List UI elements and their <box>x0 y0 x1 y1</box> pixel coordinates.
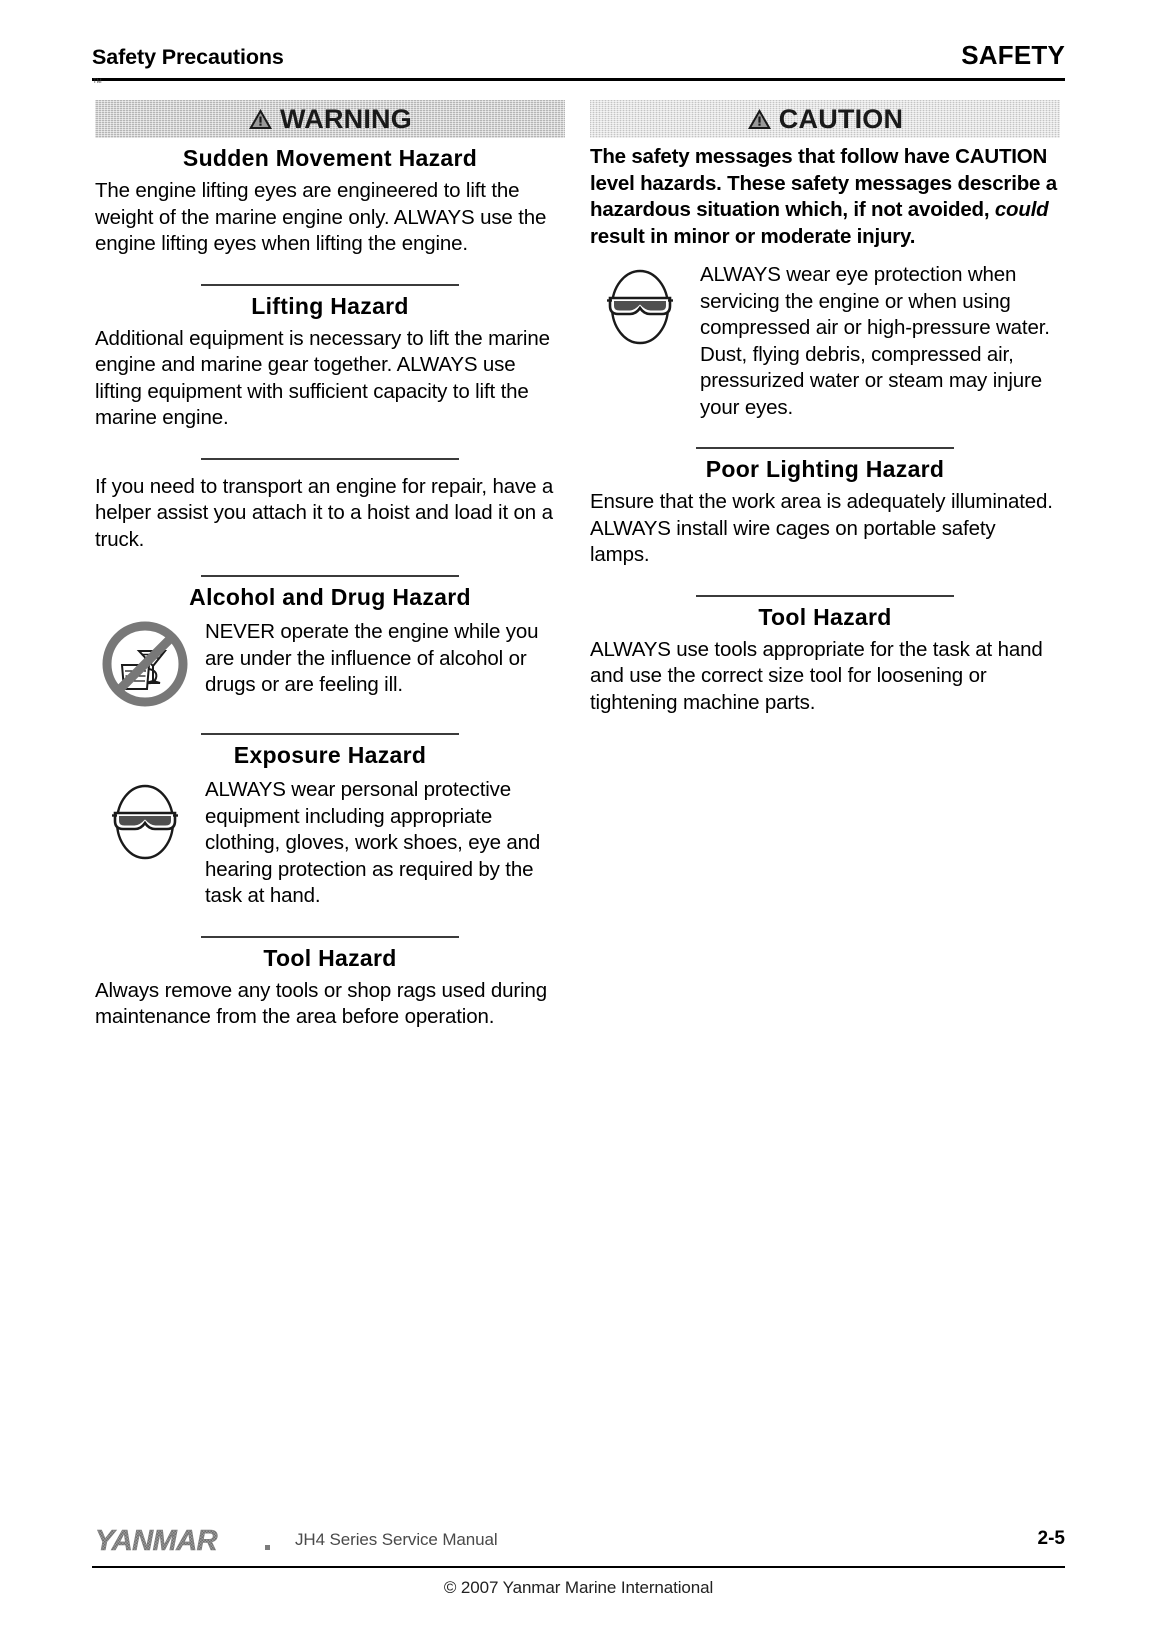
icon-slot <box>95 775 195 865</box>
tool-hazard-left-body: Always remove any tools or shop rags used during maintenance from the area before operation. <box>95 978 548 1028</box>
icon-slot <box>95 617 195 707</box>
exposure-hazard-body: ALWAYS wear personal protective equipment including appropriate clothing, gloves, work shoes, eye and hearing protection as required by the task at hand. <box>205 778 541 907</box>
lifting-hazard-body: Additional equipment is necessary to lift the marine engine and marine gear together. ALWAYS use lifting equipment with sufficient capacity to lift the marine engine. <box>95 326 550 429</box>
spacer <box>95 460 565 474</box>
sudden-movement-hazard-body: The engine lifting eyes are engineered to lift the weight of the marine engine only. ALWAYS use the engine lifting eyes when lifting the engine. <box>95 179 547 255</box>
safety-goggles-icon <box>105 779 185 865</box>
svg-text:YANMAR: YANMAR <box>95 1525 218 1557</box>
eye-protection-caution-row <box>590 260 1060 421</box>
header-section-label: Safety Precautions <box>92 45 284 69</box>
trademark-mark: TM <box>93 79 102 85</box>
exposure-hazard-title: Exposure Hazard <box>233 742 427 768</box>
tool-hazard-right-body: ALWAYS use tools appropriate for the task at hand and use the correct size tool for loosening or tightening machine parts. <box>590 637 1043 714</box>
caution-intro-text-before: The safety messages that follow have CAUTION level hazards. These safety messages describe a hazardous situation which, if not avoided, <box>590 145 1057 221</box>
footer-manual-title: JH4 Series Service Manual <box>295 1530 498 1549</box>
eye-protection-caution-body: ALWAYS wear eye protection when servicing the engine or when using compressed air or high-pressure water. Dust, flying debris, compressed air, pressurized water or steam may injure your eyes. <box>700 263 1050 419</box>
lifting-hazard-transport-body: If you need to transport an engine for repair, have a helper assist you attach it to a hoist and load it on a truck. <box>95 474 554 551</box>
warning-triangle-icon <box>248 108 273 130</box>
poor-lighting-hazard-body: Ensure that the work area is adequately illuminated. ALWAYS install wire cages on portable safety lamps. <box>590 490 1053 566</box>
header-divider-rule <box>92 78 1065 81</box>
icon-text-block <box>205 617 565 699</box>
caution-banner <box>590 100 1060 138</box>
poor-lighting-hazard-title: Poor Lighting Hazard <box>705 456 945 482</box>
alcohol-and-drug-hazard-row <box>95 617 565 707</box>
lifting-hazard-title: Lifting Hazard <box>251 292 409 319</box>
icon-text-block <box>700 260 1060 421</box>
page-header <box>92 40 1065 71</box>
no-alcohol-icon <box>102 621 188 707</box>
exposure-hazard-row <box>95 775 565 910</box>
section-divider <box>201 284 459 286</box>
section-divider <box>201 936 459 938</box>
header-chapter-label: SAFETY <box>961 40 1065 70</box>
alcohol-and-drug-hazard-body: NEVER operate the engine while you are under the influence of alcohol or drugs or are feeling ill. <box>205 620 539 696</box>
safety-goggles-icon <box>600 264 680 350</box>
right-column <box>590 100 1060 716</box>
section-divider <box>201 733 459 735</box>
footer-page-number: 2-5 <box>1037 1528 1065 1549</box>
tool-hazard-left-title: Tool Hazard <box>263 944 397 971</box>
caution-banner-inner <box>747 103 904 134</box>
left-column <box>95 100 565 1031</box>
caution-banner-label: CAUTION <box>778 103 904 134</box>
caution-intro-text-after: result in minor or moderate injury. <box>590 224 916 248</box>
icon-slot <box>590 260 690 350</box>
caution-triangle-icon <box>747 108 772 130</box>
section-divider <box>696 447 954 449</box>
warning-banner <box>95 100 565 138</box>
tool-hazard-right-title: Tool Hazard <box>758 603 892 630</box>
warning-banner-label: WARNING <box>280 103 412 134</box>
caution-intro-paragraph <box>590 144 1060 250</box>
section-divider <box>201 575 459 577</box>
sudden-movement-hazard-title: Sudden Movement Hazard <box>182 145 478 171</box>
alcohol-and-drug-hazard-title: Alcohol and Drug Hazard <box>189 584 471 610</box>
yanmar-logo <box>95 1523 280 1557</box>
icon-text-block <box>205 775 565 910</box>
footer-copyright: © 2007 Yanmar Marine International <box>443 1578 714 1597</box>
warning-banner-inner <box>248 103 412 134</box>
caution-intro-italic-word: could <box>994 198 1049 221</box>
section-divider <box>696 595 954 597</box>
footer-divider-rule <box>92 1566 1065 1568</box>
